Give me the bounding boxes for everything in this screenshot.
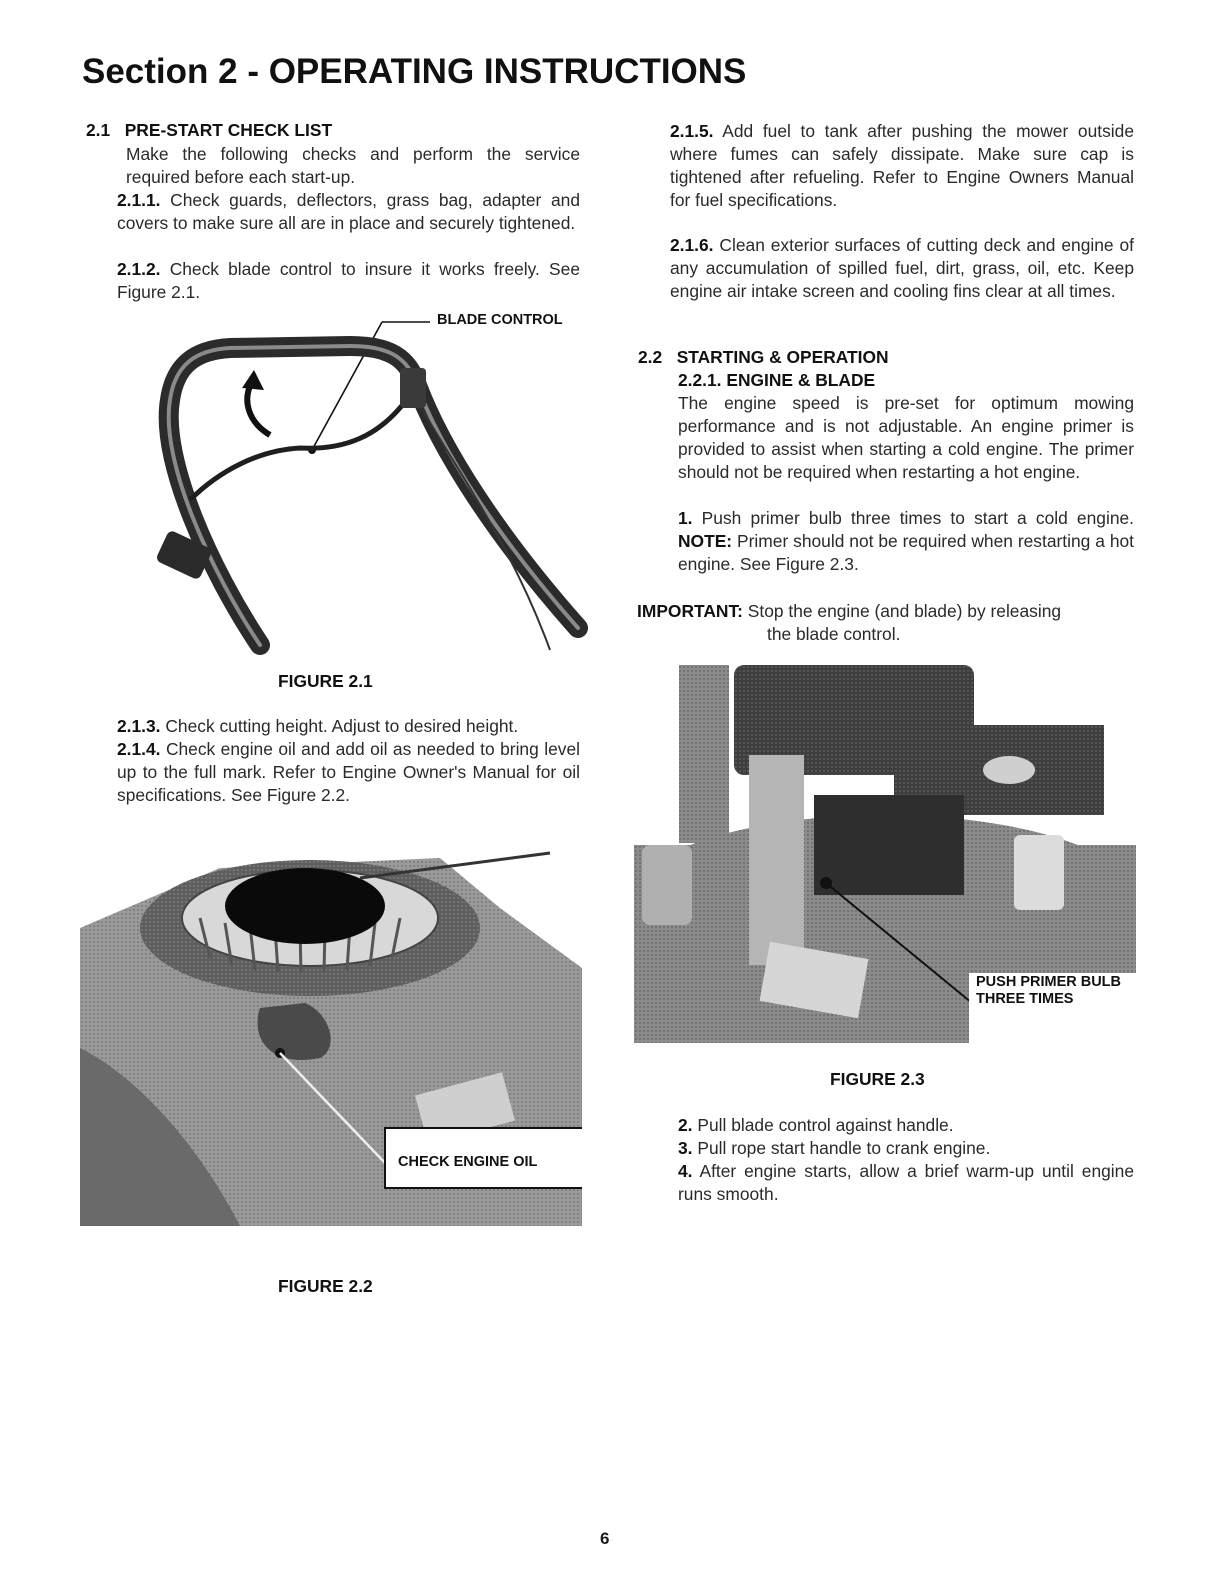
brand-emblem — [983, 756, 1035, 784]
up-arrow-icon — [242, 370, 264, 390]
item-2-1-2 — [117, 258, 580, 304]
note-label: NOTE: — [678, 531, 733, 551]
item-2-1-4 — [117, 738, 580, 807]
item-text: Add fuel to tank after pushing the mower outside where fumes can safely dissipate. Make sure cap is tightened after refueling. Refer to Engine Owners Manual for fuel specifications. — [670, 121, 1134, 210]
item-2-1-1 — [117, 189, 580, 235]
arrow-shaft — [247, 382, 270, 435]
air-intake-opening — [225, 868, 385, 944]
item-number: 2.1.2. — [117, 259, 161, 279]
step-number: 1. — [678, 508, 693, 528]
section-2-1-heading — [86, 120, 332, 141]
rear-wheel — [642, 845, 692, 925]
section-2-1-intro: Make the following checks and perform the service required before each start-up. — [126, 144, 580, 187]
item-text: Clean exterior surfaces of cutting deck and engine of any accumulation of spilled fuel, dirt, grass, oil, etc. Keep engine air intake screen and cooling fins clear at all times. — [670, 235, 1134, 301]
three-times-callout: THREE TIMES — [976, 991, 1074, 1007]
item-number: 2.1.6. — [670, 235, 714, 255]
step-number: 3. — [678, 1138, 693, 1158]
figure-2-1-caption: FIGURE 2.1 — [278, 671, 373, 691]
engine-block — [814, 795, 964, 895]
blade-control-bar — [190, 392, 412, 500]
step-2 — [678, 1114, 1134, 1137]
check-engine-oil-callout: CHECK ENGINE OIL — [398, 1154, 538, 1170]
item-number: 2.1.1. — [117, 190, 161, 210]
page-title: Section 2 - OPERATING INSTRUCTIONS — [82, 52, 747, 91]
section-title: PRE-START CHECK LIST — [124, 120, 333, 140]
item-text: Check guards, deflectors, grass bag, adapter and covers to make sure all are in place and securely tightened. — [117, 190, 580, 233]
important-label: IMPORTANT: — [637, 601, 743, 621]
important-line-1: Stop the engine (and blade) by releasing — [747, 601, 1062, 621]
step-text: Pull blade control against handle. — [697, 1115, 954, 1135]
section-2-2-1-text: The engine speed is pre-set for optimum mowing performance and is not adjustable. An engine primer is provided to assist when starting a cold engine. The primer should not be required when restarting a hot engine. — [678, 393, 1134, 482]
step-number: 2. — [678, 1115, 693, 1135]
push-primer-bulb-callout: PUSH PRIMER BULB — [976, 974, 1122, 990]
step-text: After engine starts, allow a brief warm-up until engine runs smooth. — [678, 1161, 1135, 1204]
item-text: Check engine oil and add oil as needed to bring level up to the full mark. Refer to Engine Owner's Manual for oil specifications. See Figure 2.2. — [117, 739, 580, 805]
section-number: 2.1 — [86, 120, 111, 140]
item-number: 2.1.4. — [117, 739, 161, 759]
figure-2-2-caption: FIGURE 2.2 — [278, 1276, 373, 1296]
note-text: Primer should not be required when restarting a hot engine. See Figure 2.3. — [678, 531, 1134, 574]
figure-2-3-photo — [634, 665, 1136, 1043]
item-text: Check cutting height. Adjust to desired height. — [165, 716, 519, 736]
handle-highlight — [169, 346, 578, 645]
important-notice — [637, 600, 1061, 623]
item-text: Check blade control to insure it works freely. See Figure 2.1. — [117, 259, 580, 302]
blade-control-callout: BLADE CONTROL — [437, 312, 563, 328]
step-text: Push primer bulb three times to start a cold engine. — [701, 508, 1134, 528]
section-2-2-heading — [638, 347, 889, 368]
section-title: STARTING & OPERATION — [676, 347, 889, 367]
fuel-tank — [1014, 835, 1064, 910]
engine-shaft-housing — [749, 755, 804, 965]
item-2-1-6 — [670, 234, 1134, 303]
figure-2-2-photo — [80, 848, 582, 1226]
figure-2-3-caption: FIGURE 2.3 — [830, 1069, 925, 1089]
important-line-2: the blade control. — [767, 624, 901, 644]
item-2-1-5 — [670, 120, 1134, 212]
step-4 — [678, 1160, 1134, 1206]
step-number: 4. — [678, 1161, 693, 1181]
cable-mount — [400, 368, 426, 408]
item-number: 2.1.5. — [670, 121, 714, 141]
step-text: Pull rope start handle to crank engine. — [697, 1138, 991, 1158]
figure-2-1-illustration — [150, 310, 590, 655]
item-number: 2.1.3. — [117, 716, 161, 736]
step-1 — [678, 507, 1134, 576]
section-number: 2.2 — [638, 347, 663, 367]
step-3 — [678, 1137, 1134, 1160]
page-number: 6 — [600, 1529, 610, 1548]
handle-tube — [679, 665, 729, 843]
item-2-1-3 — [117, 715, 580, 738]
section-2-2-1-heading: 2.2.1. ENGINE & BLADE — [678, 370, 876, 390]
